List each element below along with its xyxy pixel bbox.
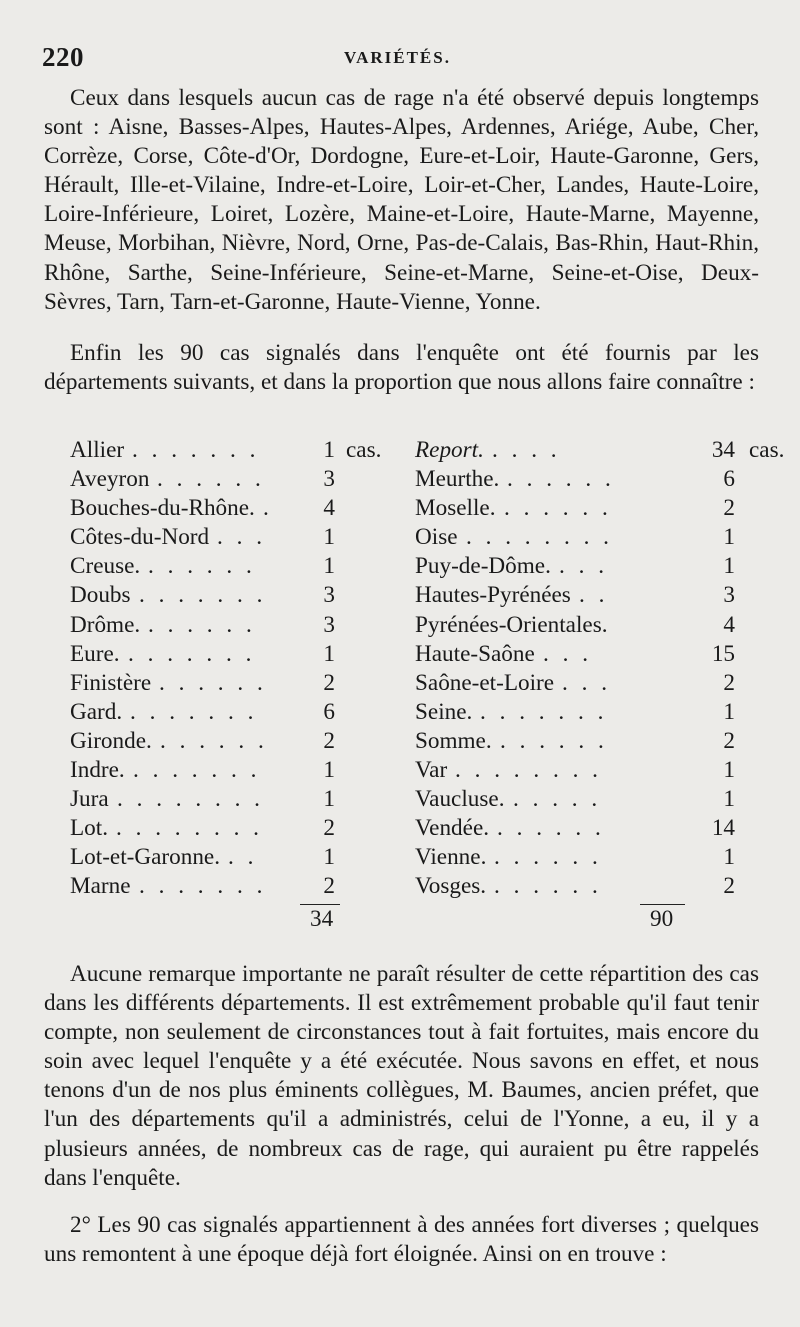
- table-row: [70, 640, 335, 669]
- leader-dots: . . . . . . .: [139, 582, 267, 609]
- department-name: Eure.: [70, 640, 120, 667]
- total-right: 90: [650, 906, 674, 932]
- leader-dots: . . . . .: [513, 786, 602, 813]
- case-count: 34: [711, 437, 735, 463]
- case-count: 1: [723, 844, 735, 871]
- case-count: 3: [323, 582, 335, 609]
- case-count: 1: [323, 437, 335, 463]
- leader-dots: . . .: [543, 640, 592, 667]
- case-count: 1: [323, 553, 335, 580]
- total-left: 34: [310, 906, 334, 932]
- case-count: 4: [723, 611, 735, 638]
- table-row: [70, 756, 335, 785]
- table-row: [70, 698, 335, 727]
- department-name: Pyrénées-Orientales.: [415, 611, 608, 638]
- department-name: Côtes-du-Nord: [70, 524, 210, 551]
- leader-dots: . . . . . . . .: [455, 757, 602, 784]
- leader-dots: . . . .: [492, 437, 561, 463]
- department-name: Doubs: [70, 582, 131, 609]
- leader-dots: . .: [228, 844, 258, 871]
- department-name: Report.: [415, 437, 484, 463]
- department-cases-table: [70, 436, 785, 926]
- case-count: 1: [323, 640, 335, 667]
- case-count: 2: [323, 669, 335, 696]
- leader-dots: . . . . . .: [159, 669, 267, 696]
- department-name: Allier: [70, 437, 125, 463]
- department-name: Var: [415, 757, 448, 784]
- department-name: Vaucluse.: [415, 786, 505, 813]
- department-name: Seine.: [415, 698, 473, 725]
- table-row: [415, 465, 735, 494]
- table-row: [70, 523, 335, 552]
- department-name: Finistère: [70, 669, 152, 696]
- leader-dots: . . . . . .: [494, 873, 602, 900]
- leader-dots: . . . . . .: [148, 553, 256, 580]
- table-row: [70, 611, 335, 640]
- case-count: 1: [323, 524, 335, 551]
- case-count: 6: [323, 698, 335, 725]
- unit-label: cas.: [749, 437, 785, 463]
- department-name: Drôme.: [70, 611, 141, 638]
- paragraph-remark: Aucune remarque importante ne paraît résulter de cette répartition des cas dans les différents départements. Il est extrêmement probable qu'il faut tenir compte, non seulement de circonstances tout à fait fortuites, mais encore du soin avec lequel l'enquête y a été exécutée. Nous savons en effet, et nous tenons d'un de nos plus éminents collègues, M. Baumes, ancien préfet, que l'un des départements qu'il a administrés, celui de l'Yonne, a eu, il y a plusieurs années, de nombreux cas de rage, qui auraient pu être rappelés dans l'enquête.: [44, 961, 759, 1191]
- leader-dots: . . . . . . .: [128, 640, 256, 667]
- case-count: 2: [723, 873, 735, 900]
- department-name: Lot-et-Garonne.: [70, 844, 221, 871]
- leader-dots: . . . . . .: [148, 611, 256, 638]
- department-name: Jura: [70, 786, 109, 813]
- table-row: [70, 669, 335, 698]
- case-count: 1: [723, 524, 735, 551]
- table-row: [415, 494, 735, 523]
- case-count: 6: [723, 466, 735, 493]
- table-row: [70, 552, 335, 581]
- department-name: Creuse.: [70, 553, 141, 580]
- department-name: Hautes-Pyrénées: [415, 582, 571, 609]
- leader-dots: . . . . . . .: [139, 873, 267, 900]
- case-count: 2: [723, 669, 735, 696]
- leader-dots: . . . . . . .: [132, 437, 260, 463]
- page-number: 220: [42, 42, 84, 72]
- table-row: [415, 727, 735, 756]
- table-left-column: [70, 436, 382, 902]
- running-title: VARIÉTÉS.: [344, 48, 451, 67]
- table-row: [415, 640, 735, 669]
- case-count: 1: [723, 786, 735, 813]
- department-name: Saône-et-Loire: [415, 669, 555, 696]
- leader-dots: . . .: [217, 524, 266, 551]
- paragraph-unaffected-departments: Ceux dans lesquels aucun cas de rage n'a été observé depuis longtemps sont : Aisne, Basses-Alpes, Hautes-Alpes, Ardennes, Ariége, Aube, Cher, Corrèze, Corse, Côte-d'Or, Dordogne, Eure-et-Loir, Haute-Garonne, Gers, Hérault, Ille-et-Vilaine, Indre-et-Loire, Loir-et-Cher, Landes, Haute-Loire, Loire-Inférieure, Loiret, Lozère, Maine-et-Loire, Haute-Marne, Mayenne, Meuse, Morbihan, Nièvre, Nord, Orne, Pas-de-Calais, Bas-Rhin, Haut-Rhin, Rhône, Sarthe, Seine-Inférieure, Seine-et-Marne, Seine-et-Oise, Deux-Sèvres, Tarn, Tarn-et-Garonne, Haute-Vienne, Yonne.: [44, 85, 759, 315]
- department-name: Vienne.: [415, 844, 487, 871]
- table-row: [415, 843, 735, 872]
- leader-dots: . . . . . .: [500, 727, 608, 754]
- case-count: 1: [323, 757, 335, 784]
- case-count: 2: [723, 727, 735, 754]
- leader-dots: . . . . . . .: [480, 698, 608, 725]
- case-count: 1: [323, 786, 335, 813]
- leader-dots: . . . . . .: [504, 495, 612, 522]
- table-row: [415, 669, 735, 698]
- table-row: [415, 785, 735, 814]
- case-count: 2: [723, 495, 735, 522]
- case-count: 4: [323, 495, 335, 522]
- table-row: [70, 843, 335, 872]
- table-row: [415, 436, 785, 465]
- department-name: Aveyron: [70, 466, 150, 493]
- leader-dots: . . . . . . . .: [117, 786, 264, 813]
- case-count: 2: [323, 873, 335, 900]
- department-name: Bouches-du-Rhône.: [70, 495, 255, 522]
- case-count: 3: [323, 611, 335, 638]
- case-count: 3: [323, 466, 335, 493]
- department-name: Oise: [415, 524, 458, 551]
- department-name: Indre.: [70, 757, 125, 784]
- leader-dots: . . .: [562, 669, 611, 696]
- department-name: Lot.: [70, 815, 108, 842]
- leader-dots: . . . . . .: [507, 466, 615, 493]
- case-count: 2: [323, 727, 335, 754]
- table-row: [70, 494, 335, 523]
- table-right-column: [415, 436, 785, 902]
- leader-dots: .: [263, 495, 273, 522]
- case-count: 15: [711, 640, 735, 667]
- table-row: [415, 872, 735, 901]
- case-count: 1: [723, 553, 735, 580]
- leader-dots: . . . . . . .: [133, 757, 261, 784]
- leader-dots: . . . . . .: [160, 727, 268, 754]
- case-count: 14: [711, 815, 735, 842]
- page-header: [42, 42, 760, 74]
- department-name: Gironde.: [70, 727, 152, 754]
- table-row: [70, 814, 335, 843]
- case-count: 1: [323, 844, 335, 871]
- table-row: [415, 698, 735, 727]
- table-row: [70, 872, 335, 901]
- leader-dots: . . . . . .: [157, 466, 265, 493]
- department-name: Puy-de-Dôme.: [415, 553, 551, 580]
- case-count: 3: [723, 582, 735, 609]
- case-count: 1: [723, 757, 735, 784]
- table-row: [70, 436, 382, 465]
- department-name: Vendée.: [415, 815, 490, 842]
- leader-dots: . . . . . . .: [130, 698, 258, 725]
- leader-dots: . . .: [559, 553, 608, 580]
- table-row: [415, 814, 735, 843]
- department-name: Haute-Saône: [415, 640, 535, 667]
- department-name: Moselle.: [415, 495, 496, 522]
- department-name: Vosges.: [415, 873, 487, 900]
- table-row: [415, 523, 735, 552]
- paragraph-years: 2° Les 90 cas signalés appartiennent à des années fort diverses ; quelques uns remontent à une époque déjà fort éloignée. Ainsi on en trouve :: [44, 1212, 759, 1268]
- table-row: [415, 611, 735, 640]
- department-name: Gard.: [70, 698, 123, 725]
- table-row: [415, 756, 735, 785]
- leader-dots: . . . . . . . .: [116, 815, 263, 842]
- leader-dots: . . . . . .: [494, 844, 602, 871]
- leader-dots: . .: [579, 582, 609, 609]
- unit-label: cas.: [346, 437, 382, 463]
- table-row: [415, 581, 735, 610]
- table-row: [70, 727, 335, 756]
- table-row: [70, 785, 335, 814]
- total-rule-left: [300, 904, 340, 905]
- leader-dots: . . . . . .: [497, 815, 605, 842]
- paragraph-intro-table: Enfin les 90 cas signalés dans l'enquête ont été fournis par les départements suivants, et dans la proportion que nous allons faire connaître :: [44, 340, 759, 396]
- department-name: Marne: [70, 873, 131, 900]
- department-name: Somme.: [415, 727, 492, 754]
- table-row: [415, 552, 735, 581]
- case-count: 2: [323, 815, 335, 842]
- table-row: [70, 581, 335, 610]
- table-row: [70, 465, 335, 494]
- leader-dots: . . . . . . . .: [466, 524, 613, 551]
- department-name: Meurthe.: [415, 466, 500, 493]
- total-rule-right: [640, 904, 685, 905]
- case-count: 1: [723, 698, 735, 725]
